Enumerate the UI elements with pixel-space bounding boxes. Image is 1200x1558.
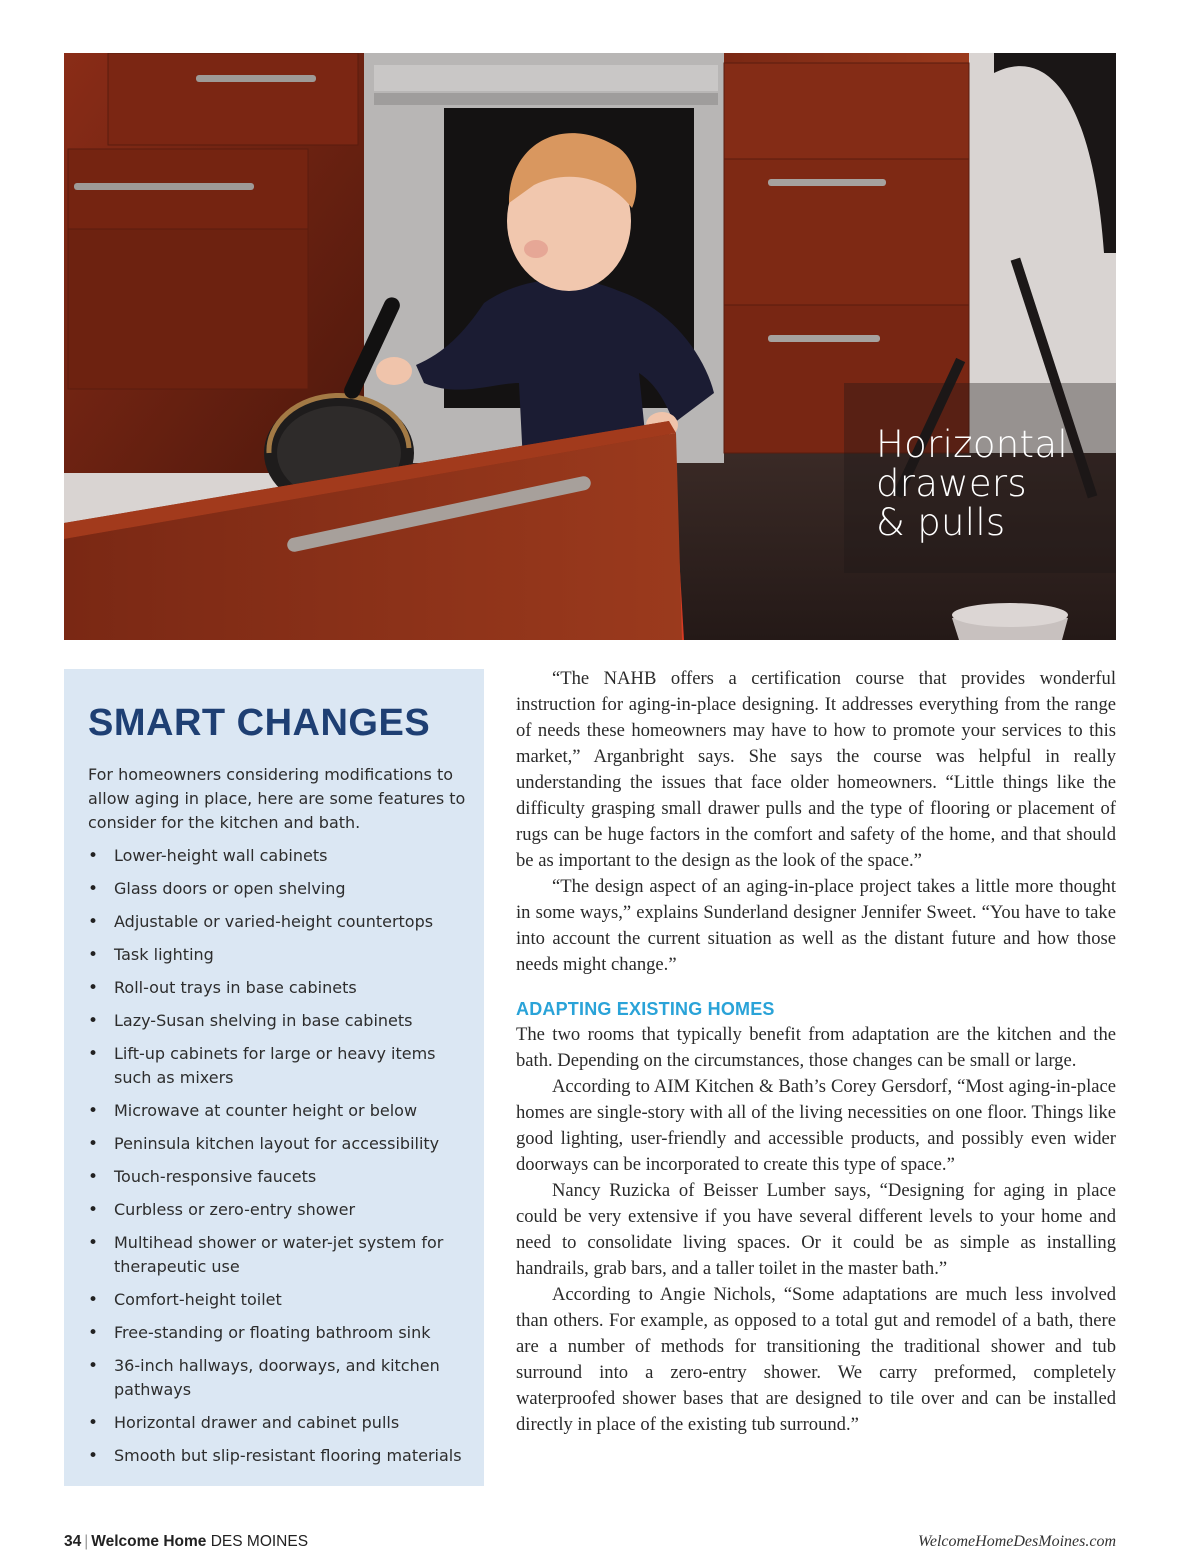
list-item: • Horizontal drawer and cabinet pulls — [88, 1411, 464, 1435]
list-item: • Roll-out trays in base cabinets — [88, 976, 464, 1000]
photo-caption — [876, 425, 1068, 542]
page-number: 34 — [64, 1533, 82, 1550]
smart-changes-sidebar — [64, 669, 484, 1486]
footer-website: WelcomeHomeDesMoines.com — [917, 1533, 1116, 1550]
caption-line: Horizontal — [876, 423, 1068, 466]
sidebar-title: SMART CHANGES — [88, 702, 431, 744]
list-item: • 36-inch hallways, doorways, and kitchen pathways — [88, 1354, 464, 1402]
footer-folio — [64, 1533, 308, 1551]
publication-name: Welcome Home — [91, 1533, 207, 1550]
publication-city: DES MOINES — [210, 1533, 309, 1550]
list-item: • Multihead shower or water-jet system for therapeutic use — [88, 1231, 464, 1279]
list-item: • Microwave at counter height or below — [88, 1099, 464, 1123]
list-item: • Peninsula kitchen layout for accessibility — [88, 1132, 464, 1156]
article-body — [516, 666, 1116, 1438]
article-paragraph: Nancy Ruzicka of Beisser Lumber says, “Designing for aging in place could be very extensive if you have several different levels to your home and need to consolidate living spaces. Or it could be as simple as installing handrails, grab bars, and a taller toilet in the master bath.” — [516, 1180, 1116, 1279]
kitchen-scene-illustration — [64, 53, 1116, 640]
article-paragraph: According to AIM Kitchen & Bath’s Corey Gersdorf, “Most aging-in-place homes are single-story with all of the living necessities on one floor. Things like good lighting, user-friendly and accessible products, and possibly even wider doorways can be incorporated to create this type of space.” — [516, 1076, 1116, 1175]
list-item: • Free-standing or floating bathroom sink — [88, 1321, 464, 1345]
list-item: • Comfort-height toilet — [88, 1288, 464, 1312]
list-item: • Lower-height wall cabinets — [88, 844, 464, 868]
feature-list — [88, 844, 466, 1468]
list-item: • Adjustable or varied-height countertops — [88, 910, 464, 934]
article-paragraph: “The design aspect of an aging-in-place project takes a little more thought in some ways,” explains Sunderland designer Jennifer Sweet. “You have to take into account the current situation as well as the distant future and how those needs might change.” — [516, 876, 1116, 975]
list-item: • Glass doors or open shelving — [88, 877, 464, 901]
list-item: • Lazy-Susan shelving in base cabinets — [88, 1009, 464, 1033]
caption-line: & pulls — [876, 501, 1006, 544]
footer-separator: | — [84, 1533, 89, 1550]
list-item: • Touch-responsive faucets — [88, 1165, 464, 1189]
hero-photo — [64, 53, 1116, 640]
article-subheading: ADAPTING EXISTING HOMES — [516, 999, 775, 1019]
article-paragraph: The two rooms that typically benefit from adaptation are the kitchen and the bath. Depending on the circumstances, those changes can be small or large. — [516, 1024, 1116, 1071]
list-item: • Task lighting — [88, 943, 464, 967]
sidebar-intro: For homeowners considering modifications to allow aging in place, here are some features to consider for the kitchen and bath. — [88, 765, 466, 832]
list-item: • Curbless or zero-entry shower — [88, 1198, 464, 1222]
article-paragraph: According to Angie Nichols, “Some adaptations are much less involved than others. For example, as opposed to a total gut and remodel of a bath, there are a number of methods for transitioning the traditional shower and tub surround into a zero-entry shower. We carry preformed, completely waterproofed shower bases that are designed to tile over and can be installed directly in place of the existing tub surround.” — [516, 1284, 1116, 1435]
list-item: • Lift-up cabinets for large or heavy items such as mixers — [88, 1042, 464, 1090]
list-item: • Smooth but slip-resistant flooring materials — [88, 1444, 464, 1468]
article-paragraph: “The NAHB offers a certification course that provides wonderful instruction for aging-in-place designing. It addresses everything from the range of needs these homeowners may have to how to promote your services to this market,” Arganbright says. She says the course was helpful in really understanding the issues that face older homeowners. “Little things like the difficulty grasping small drawer pulls and the type of flooring or placement of rugs can be huge factors in the comfort and safety of the home, and that should be as important to the design as the look of the space.” — [516, 668, 1116, 871]
caption-line: drawers — [876, 462, 1027, 505]
